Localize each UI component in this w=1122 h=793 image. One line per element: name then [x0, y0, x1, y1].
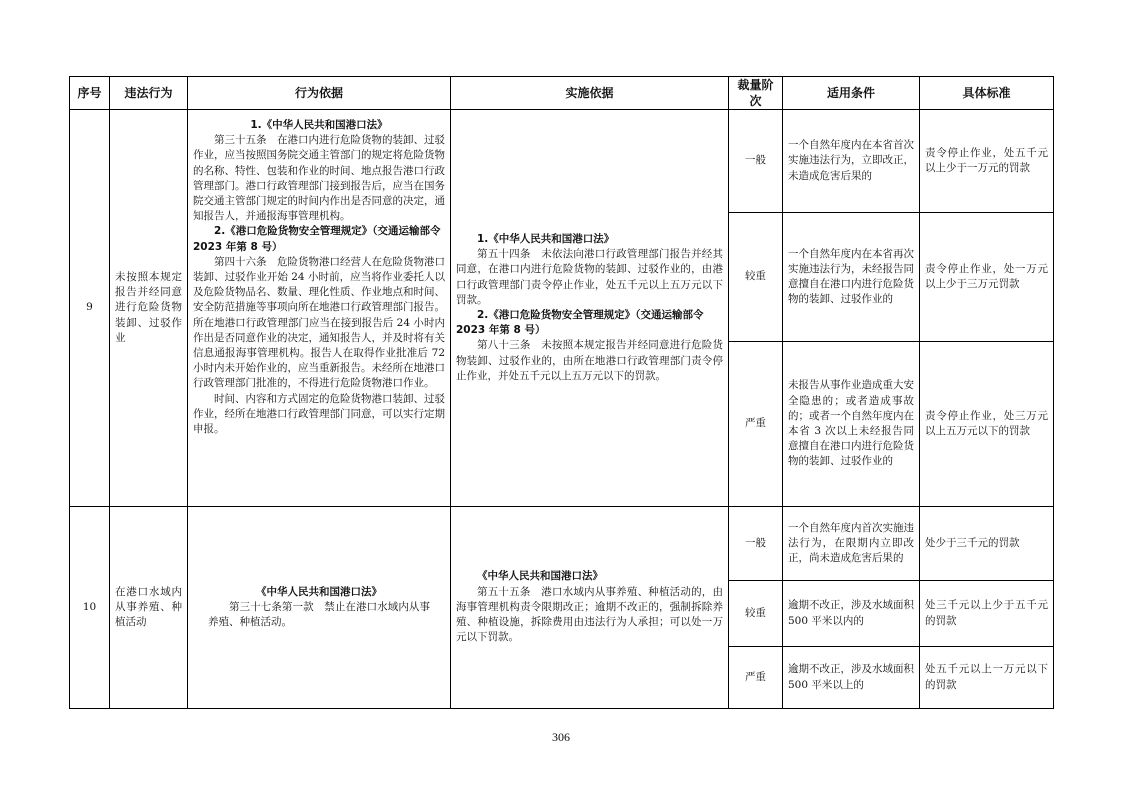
condition-cell: 逾期不改正，涉及水域面积 500 平米以内的 — [783, 581, 920, 647]
condition-cell: 未报告从事作业造成重大安全隐患的；或者造成事故的；或者一个自然年度内在本省 3 次以上未经报告同意擅自在港口内进行危险货物的装卸、过驳作业的 — [783, 342, 920, 507]
implement-title: 《中华人民共和国港口法》 — [477, 570, 603, 583]
discretion-level: 较重 — [729, 581, 783, 647]
condition-cell: 一个自然年度内在本省首次实施违法行为，立即改正，未造成危害后果的 — [783, 110, 920, 213]
basis-article: 第三十五条 在港口内进行危险货物的装卸、过驳作业，应当按照国务院交通主管部门的规定将危险货物的名称、特性、包装和作业的时间、地点报告港口行政管理部门。港口行政管理部门接到报告后，应当在国务院交通主管部门规定的时间内作出是否同意的决定，通知报告人，并通报海事管理机构。 — [193, 134, 445, 223]
violation-cell: 未按照本规定报告并经同意进行危险货物装卸、过驳作业 — [110, 110, 188, 507]
discretion-level: 较重 — [729, 213, 783, 342]
page-number: 306 — [552, 730, 570, 744]
penalty-table — [69, 76, 1054, 709]
header-row — [70, 77, 1054, 110]
condition-cell: 一个自然年度内首次实施违法行为，在限期内立即改正，尚未造成危害后果的 — [783, 507, 920, 581]
header-implementation-basis: 实施依据 — [451, 77, 729, 110]
basis-article: 第三十七条第一款 禁止在港口水域内从事养殖、种植活动。 — [208, 600, 430, 629]
row-index: 10 — [70, 507, 110, 709]
discretion-level: 严重 — [729, 647, 783, 709]
implement-title: 1.《中华人民共和国港口法》 — [477, 232, 615, 245]
header-discretion-level: 裁量阶次 — [729, 77, 783, 110]
header-violation: 违法行为 — [110, 77, 188, 110]
implement-title: 2.《港口危险货物安全管理规定》（交通运输部令 2023 年第 8 号） — [456, 309, 704, 337]
standard-cell: 责令停止作业，处三万元以上五万元以下的罚款 — [920, 342, 1054, 507]
implement-article: 第八十三条 未按照本规定报告并经同意进行危险货物装卸、过驳作业的，由所在地港口行政管理部门责令停止作业，并处五千元以上五万元以下的罚款。 — [456, 339, 723, 382]
basis-title: 1.《中华人民共和国港口法》 — [250, 119, 388, 131]
header-index: 序号 — [70, 77, 110, 110]
table-row — [70, 110, 1054, 213]
implement-article: 第五十四条 未依法向港口行政管理部门报告并经其同意，在港口内进行危险货物的装卸、过驳作业的，由港口行政管理部门责令停止作业，处五千元以上五万元以下罚款。 — [456, 248, 723, 306]
discretion-level: 一般 — [729, 110, 783, 213]
standard-cell: 责令停止作业，处一万元以上少于三万元罚款 — [920, 213, 1054, 342]
header-applicable-conditions: 适用条件 — [783, 77, 920, 110]
header-specific-standard: 具体标准 — [920, 77, 1054, 110]
standard-cell: 处三千元以上少于五千元的罚款 — [920, 581, 1054, 647]
basis-title: 《中华人民共和国港口法》 — [256, 585, 382, 598]
basis-article: 时间、内容和方式固定的危险货物港口装卸、过驳作业，经所在地港口行政管理部门同意，可以实行定期申报。 — [193, 392, 445, 436]
discretion-level: 严重 — [729, 342, 783, 507]
basis-title: 2.《港口危险货物安全管理规定》（交通运输部令 2023 年第 8 号） — [193, 225, 441, 253]
row-index: 9 — [70, 110, 110, 507]
implement-article: 第五十五条 港口水域内从事养殖、种植活动的，由海事管理机构责令限期改正；逾期不改正的，强制拆除养殖、种植设施，拆除费用由违法行为人承担；可以处一万元以下罚款。 — [456, 585, 723, 644]
standard-cell: 责令停止作业，处五千元以上少于一万元的罚款 — [920, 110, 1054, 213]
implementation-basis-cell — [451, 507, 729, 709]
table-row — [70, 507, 1054, 581]
implementation-basis-cell — [451, 110, 729, 507]
legal-basis-cell — [188, 507, 451, 709]
basis-article: 第四十六条 危险货物港口经营人在危险货物港口装卸、过驳作业开始 24 小时前，应当将作业委托人以及危险货物品名、数量、理化性质、作业地点和时间、安全防范措施等事项向所在地港口行政管理部门报告。所在地港口行政管理部门应当在接到报告后 24 小时内作出是否同意作业的决定，通知报告人，并及时将有关信息通报海事管理机构。报告人在取得作业批准后 72 小时内未开始作业的，应当重新报告。未经所在地港口行政管理部门批准的，不得进行危险货物港口作业。 — [193, 255, 445, 390]
violation-cell: 在港口水域内从事养殖、种植活动 — [110, 507, 188, 709]
condition-cell: 逾期不改正，涉及水域面积 500 平米以上的 — [783, 647, 920, 709]
standard-cell: 处五千元以上一万元以下的罚款 — [920, 647, 1054, 709]
discretion-level: 一般 — [729, 507, 783, 581]
legal-basis-cell — [188, 110, 451, 507]
header-legal-basis: 行为依据 — [188, 77, 451, 110]
condition-cell: 一个自然年度内在本省再次实施违法行为，未经报告同意擅自在港口内进行危险货物的装卸、过驳作业的 — [783, 213, 920, 342]
standard-cell: 处少于三千元的罚款 — [920, 507, 1054, 581]
